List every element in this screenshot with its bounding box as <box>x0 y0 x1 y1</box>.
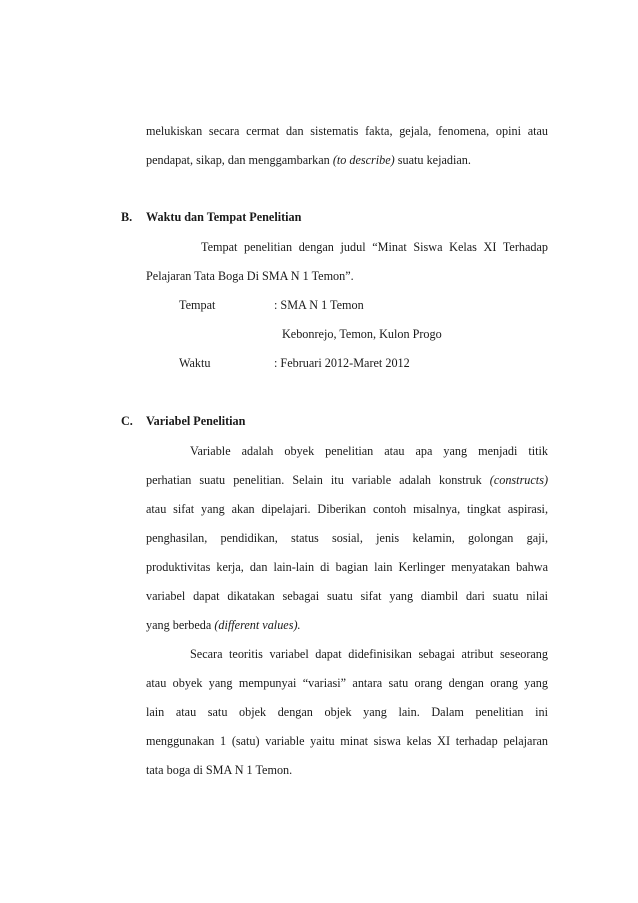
intro-line-2-text-a: pendapat, sikap, dan menggambarkan <box>146 153 333 167</box>
intro-line-2-text-b: suatu kejadian. <box>394 153 471 167</box>
tempat-label: Tempat <box>179 298 216 312</box>
waktu-value: : Februari 2012-Maret 2012 <box>274 356 410 370</box>
section-c-p1-line-2-italic: (constructs) <box>489 473 548 487</box>
section-c-p1-line-2 <box>146 472 548 488</box>
tempat-value-address: Kebonrejo, Temon, Kulon Progo <box>282 327 442 341</box>
section-c-p1-line-3: atau sifat yang akan dipelajari. Diberikan contoh misalnya, tingkat aspirasi, <box>146 502 548 516</box>
section-c-p1-line-7-italic: (different values). <box>214 618 301 632</box>
section-c-p1-line-1: Variable adalah obyek penelitian atau apa yang menjadi titik <box>190 444 548 458</box>
section-c-title: Variabel Penelitian <box>146 414 246 428</box>
intro-line-2-italic: (to describe) <box>332 153 395 167</box>
section-c-p2-line-4: menggunakan 1 (satu) variable yaitu minat siswa kelas XI terhadap pelajaran <box>146 734 548 748</box>
section-b-paragraph-line-1: Tempat penelitian dengan judul “Minat Siswa Kelas XI Terhadap <box>201 240 548 254</box>
tempat-value: : SMA N 1 Temon <box>274 298 364 312</box>
section-c-p2-line-3: lain atau satu objek dengan objek yang lain. Dalam penelitian ini <box>146 705 548 719</box>
section-b-title: Waktu dan Tempat Penelitian <box>146 210 302 224</box>
intro-line-2 <box>146 152 548 168</box>
section-c-p1-line-5: produktivitas kerja, dan lain-lain di bagian lain Kerlinger menyatakan bahwa <box>146 560 548 574</box>
section-c-p1-line-6: variabel dapat dikatakan sebagai suatu sifat yang diambil dari suatu nilai <box>146 589 548 603</box>
section-c-p2-line-2: atau obyek yang mempunyai “variasi” antara satu orang dengan orang yang <box>146 676 548 690</box>
intro-line-1: melukiskan secara cermat dan sistematis fakta, gejala, fenomena, opini atau <box>146 124 548 138</box>
section-c-p1-line-7 <box>146 617 548 633</box>
section-c-p1-line-4: penghasilan, pendidikan, status sosial, jenis kelamin, golongan gaji, <box>146 531 548 545</box>
section-b-paragraph-line-2: Pelajaran Tata Boga Di SMA N 1 Temon”. <box>146 269 354 283</box>
section-c-p2-line-5: tata boga di SMA N 1 Temon. <box>146 763 293 777</box>
waktu-label: Waktu <box>179 356 211 370</box>
section-c-p2-line-1: Secara teoritis variabel dapat didefinisikan sebagai atribut seseorang <box>190 647 548 661</box>
section-c-letter: C. <box>121 414 133 428</box>
section-c-p1-line-7-text: yang berbeda <box>146 618 215 632</box>
section-c-p1-line-2-text: perhatian suatu penelitian. Selain itu variable adalah konstruk <box>146 473 490 487</box>
section-b-letter: B. <box>121 210 133 224</box>
